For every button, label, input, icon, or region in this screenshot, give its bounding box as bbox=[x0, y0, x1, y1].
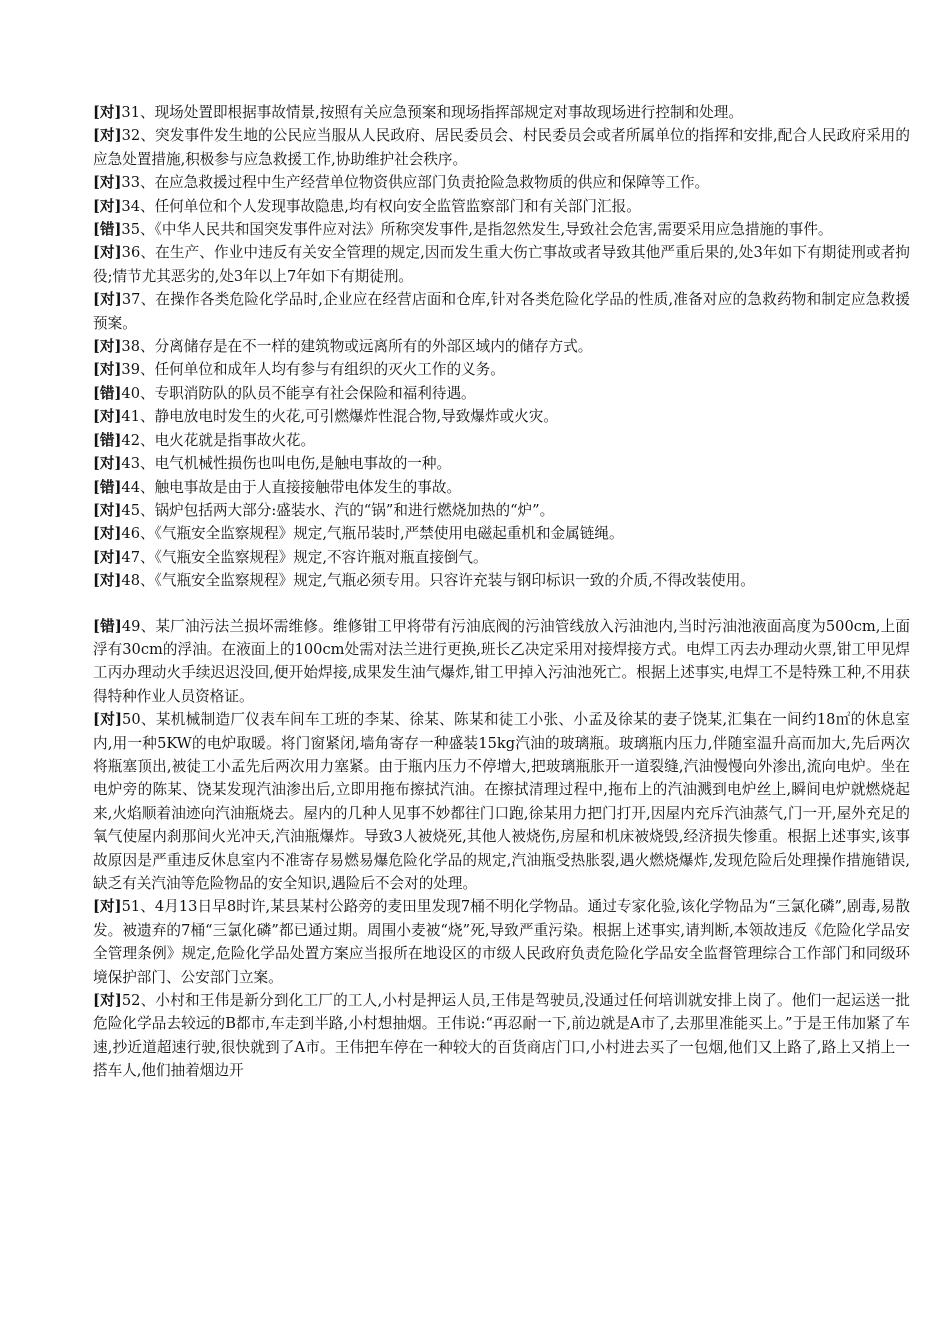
question-item bbox=[93, 546, 910, 569]
answer-tag: [对] bbox=[93, 898, 122, 916]
question-item bbox=[93, 429, 910, 452]
question-text: 36、在生产、作业中违反有关安全管理的规定,因而发生重大伤亡事故或者导致其他严重后果的,处3年如下有期徒刑或者拘役;情节尤其恶劣的,处3年以上7年如下有期徒刑。 bbox=[93, 244, 911, 285]
question-text: 42、电火花就是指事故火花。 bbox=[121, 431, 316, 449]
question-item bbox=[93, 124, 910, 171]
answer-tag: [错] bbox=[93, 431, 122, 449]
question-text: 45、锅炉包括两大部分:盛装水、汽的“锅”和进行燃烧加热的“炉”。 bbox=[121, 501, 555, 519]
question-text: 41、静电放电时发生的火花,可引燃爆炸性混合物,导致爆炸或火灾。 bbox=[121, 408, 558, 426]
question-text: 39、任何单位和成年人均有参与有组织的灭火工作的义务。 bbox=[121, 361, 505, 379]
question-text: 47、《气瓶安全监察规程》规定,不容许瓶对瓶直接倒气。 bbox=[121, 548, 488, 566]
question-text: 40、专职消防队的队员不能享有社会保险和福利待遇。 bbox=[121, 384, 476, 402]
paragraph-gap bbox=[93, 593, 910, 615]
question-item bbox=[93, 218, 910, 241]
question-item bbox=[93, 171, 910, 194]
question-item bbox=[93, 569, 910, 592]
question-item bbox=[93, 382, 910, 405]
answer-tag: [错] bbox=[93, 617, 122, 635]
question-text: 46、《气瓶安全监察规程》规定,气瓶吊装时,严禁使用电磁起重机和金属链绳。 bbox=[121, 525, 624, 543]
question-item bbox=[93, 708, 910, 895]
question-text: 35、《中华人民共和国突发事件应对法》所称突发事件,是指忽然发生,导致社会危害,需要采用应急措施的事件。 bbox=[121, 221, 833, 239]
answer-tag: [对] bbox=[93, 572, 122, 590]
answer-tag: [对] bbox=[93, 291, 122, 309]
question-text: 52、小村和王伟是新分到化工厂的工人,小村是押运人员,王伟是驾驶员,没通过任何培训就安排上岗了。他们一起运送一批危险化学品去较远的B都市,车走到半路,小村想抽烟。王伟说:“再忍耐一下,前边就是A市了,去那里准能买上。”于是王伟加紧了车速,抄近道超速行驶,很快就到了A市。王伟把车停在一种较大的百货商店门口,小村进去买了一包烟,他们又上路了,路上又捎上一搭车人,他们抽着烟边开 bbox=[93, 992, 910, 1080]
question-item bbox=[93, 241, 910, 288]
answer-tag: [错] bbox=[93, 478, 122, 496]
question-text: 51、4月13日早8时许,某县某村公路旁的麦田里发现7桶不明化学物品。通过专家化验,该化学物品为“三氯化磷”,剧毒,易散发。被遗弃的7桶“三氯化磷”都已通过期。周围小麦被“烧”死,导致严重污染。根据上述事实,请判断,本领故违反《危险化学品安全管理条例》规定,危险化学品处置方案应当报所在地设区的市级人民政府负责危险化学品安全监督管理综合工作部门和同级环境保护部门、公安部门立案。 bbox=[93, 898, 911, 986]
question-item bbox=[93, 452, 910, 475]
question-text: 43、电气机械性损伤也叫电伤,是触电事故的一种。 bbox=[121, 455, 452, 473]
question-item bbox=[93, 101, 910, 124]
question-item bbox=[93, 288, 910, 335]
answer-tag: [对] bbox=[93, 127, 122, 145]
answer-tag: [对] bbox=[93, 711, 123, 729]
question-text: 31、现场处置即根据事故情景,按照有关应急预案和现场指挥部规定对事故现场进行控制和处理。 bbox=[121, 104, 743, 121]
question-text: 33、在应急救援过程中生产经营单位物资供应部门负责抢险急救物质的供应和保障等工作。 bbox=[121, 174, 710, 192]
question-item bbox=[93, 615, 910, 709]
answer-tag: [对] bbox=[93, 361, 122, 379]
question-text: 50、某机械制造厂仪表车间车工班的李某、徐某、陈某和徒工小张、小孟及徐某的妻子饶某,汇集在一间约18㎡的休息室内,用一种5KW的电炉取暖。将门窗紧闭,墙角寄存一种盛装15kg汽油的玻璃瓶。玻璃瓶内压力,伴随室温升高而加大,先后两次将瓶塞顶出,被徒工小孟先后两次用力塞紧。由于瓶内压力不停增大,把玻璃瓶胀开一道裂缝,汽油慢慢向外渗出,流向电炉。坐在电炉旁的陈某、饶某发现汽油渗出后,立即用拖布擦拭汽油。在擦拭清理过程中,拖布上的汽油溅到电炉丝上,瞬间电炉就燃烧起来,火焰顺着油迹向汽油瓶烧去。屋内的几种人见事不妙都往门口跑,徐某用力把门打开,因屋内充斥汽油蒸气,门一开,屋外充足的氧气使屋内刹那间火光冲天,汽油瓶爆炸。导致3人被烧死,其他人被烧伤,房屋和机床被烧毁,经济损失惨重。根据上述事实,该事故原因是严重违反休息室内不准寄存易燃易爆危险化学品的规定,汽油瓶受热胀裂,遇火燃烧爆炸,发现危险后处理操作措施错误,缺乏有关汽油等危险物品的安全知识,遇险后不会对的处理。 bbox=[93, 711, 910, 892]
answer-tag: [对] bbox=[93, 244, 122, 262]
answer-tag: [对] bbox=[93, 197, 122, 215]
question-item bbox=[93, 895, 910, 989]
question-text: 37、在操作各类危险化学品时,企业应在经营店面和仓库,针对各类危险化学品的性质,准备对应的急救药物和制定应急救援预案。 bbox=[93, 291, 910, 332]
question-item bbox=[93, 522, 910, 545]
question-text: 38、分离储存是在不一样的建筑物或远离所有的外部区域内的储存方式。 bbox=[121, 338, 593, 356]
question-item bbox=[93, 405, 910, 428]
question-item bbox=[93, 335, 910, 358]
question-text: 49、某厂油污法兰损坏需维修。维修钳工甲将带有污油底阀的污油管线放入污油池内,当时污油池液面高度为500cm,上面浮有30cm的浮油。在液面上的100cm处需对法兰进行更换,班长乙决定采用对接焊接方式。电焊工丙去办理动火票,钳工甲见焊工丙办理动火手续迟迟没回,便开始焊接,成果发生油气爆炸,钳工甲掉入污油池死亡。根据上述事实,电焊工不是特殊工种,不用获得特种作业人员资格证。 bbox=[93, 617, 910, 705]
answer-tag: [对] bbox=[93, 104, 122, 121]
answer-tag: [错] bbox=[93, 221, 122, 239]
question-list-a bbox=[93, 101, 910, 593]
answer-tag: [对] bbox=[93, 455, 122, 473]
question-item bbox=[93, 358, 910, 381]
question-text: 44、触电事故是由于人直接接触带电体发生的事故。 bbox=[121, 478, 462, 496]
question-item bbox=[93, 476, 910, 499]
answer-tag: [对] bbox=[93, 548, 122, 566]
question-text: 34、任何单位和个人发现事故隐患,均有权向安全监管监察部门和有关部门汇报。 bbox=[121, 197, 641, 215]
question-item bbox=[93, 989, 910, 1083]
question-list-b bbox=[93, 615, 910, 1083]
question-item bbox=[93, 499, 910, 522]
question-text: 48、《气瓶安全监察规程》规定,气瓶必须专用。只容许充装与钢印标识一致的介质,不得改装使用。 bbox=[121, 572, 755, 590]
answer-tag: [错] bbox=[93, 384, 122, 402]
answer-tag: [对] bbox=[93, 501, 122, 519]
question-item bbox=[93, 195, 910, 218]
answer-tag: [对] bbox=[93, 525, 122, 543]
answer-tag: [对] bbox=[93, 174, 122, 192]
question-text: 32、突发事件发生地的公民应当服从人民政府、居民委员会、村民委员会或者所属单位的指挥和安排,配合人民政府采用的应急处置措施,积极参与应急救援工作,协助维护社会秩序。 bbox=[93, 127, 910, 168]
answer-tag: [对] bbox=[93, 992, 122, 1010]
answer-tag: [对] bbox=[93, 408, 122, 426]
answer-tag: [对] bbox=[93, 338, 122, 356]
